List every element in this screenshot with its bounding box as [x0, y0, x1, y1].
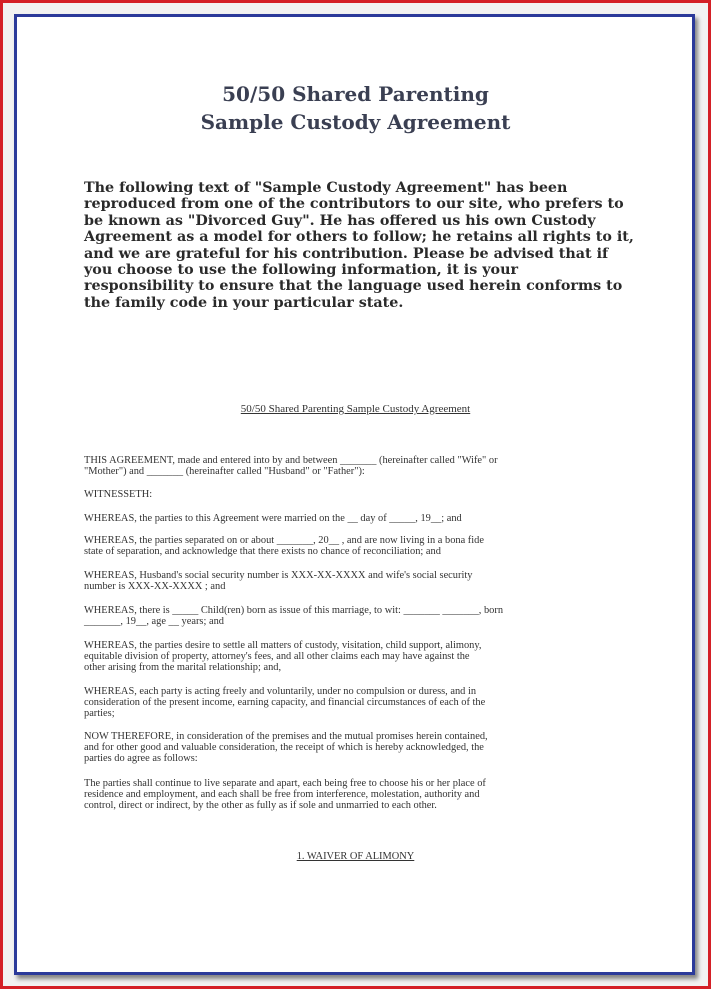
agreement-paragraph [84, 778, 624, 812]
agreement-title: 50/50 Shared Parenting Sample Custody Agreement [240, 403, 471, 415]
paragraph-line: other arising from the marital relationship; and, [84, 662, 282, 674]
title-line-2: Sample Custody Agreement [200, 110, 511, 134]
paragraph-line: equitable division of property, attorney's fees, and all other claims each may have against the [84, 651, 470, 663]
section-heading: 1. WAIVER OF ALIMONY [296, 851, 415, 862]
intro-line: reproduced from one of the contributors to our site, who prefers to [84, 196, 624, 213]
paragraph-line: WHEREAS, each party is acting freely and voluntarily, under no compulsion or duress, and in [84, 686, 477, 697]
agreement-paragraph [84, 605, 624, 627]
intro-line: be known as "Divorced Guy". He has offered us his own Custody [84, 212, 596, 229]
agreement-paragraph [84, 570, 624, 592]
paragraph-line: WHEREAS, there is _____ Child(ren) born as issue of this marriage, to wit: _______ _______, born [84, 605, 504, 616]
intro-line: the family code in your particular state. [84, 294, 404, 311]
paragraph-line: THIS AGREEMENT, made and entered into by and between _______ (hereinafter called "Wife" or [84, 455, 498, 466]
paragraph-line: residence and employment, and each shall be free from interference, molestation, authority and [84, 789, 480, 801]
agreement-paragraph [84, 640, 624, 674]
agreement-paragraph [84, 535, 624, 557]
intro-line: you choose to use the following information, it is your [84, 262, 519, 279]
paragraph-line: state of separation, and acknowledge that there exists no chance of reconciliation; and [84, 546, 441, 558]
paragraph-line: WHEREAS, the parties desire to settle all matters of custody, visitation, child support, alimony, [84, 640, 482, 651]
paragraph-line: WHEREAS, the parties separated on or about _______, 20__ , and are now living in a bona fide [84, 535, 484, 546]
paragraph-line: parties do agree as follows: [84, 753, 198, 765]
paragraph-line: WHEREAS, the parties to this Agreement were married on the __ day of _____, 19__; and [84, 513, 462, 524]
intro-line: The following text of "Sample Custody Agreement" has been [84, 180, 568, 196]
intro-line: Agreement as a model for others to follow; he retains all rights to it, [84, 229, 634, 246]
paragraph-line: WITNESSETH: [84, 489, 153, 500]
paragraph-line: WHEREAS, Husband's social security number is XXX-XX-XXXX and wife's social security [84, 570, 473, 581]
paragraph-line: "Mother") and _______ (hereinafter called "Husband" or "Father"): [84, 466, 365, 478]
paragraph-line: number is XXX-XX-XXXX ; and [84, 581, 226, 593]
agreement-paragraph [84, 686, 624, 720]
paragraph-line: consideration of the present income, earning capacity, and financial circumstances of each of the [84, 697, 486, 709]
intro-line: responsibility to ensure that the language used herein conforms to [84, 278, 623, 295]
paragraph-line: The parties shall continue to live separate and apart, each being free to choose his or her place of [84, 778, 486, 789]
agreement-paragraph [84, 455, 624, 477]
page-title [0, 80, 711, 136]
agreement-paragraph [84, 731, 624, 765]
agreement-paragraph [84, 489, 624, 500]
intro-text [84, 180, 634, 311]
paragraph-line: control, direct or indirect, by the other as fully as if sole and unmarried to each other. [84, 800, 437, 812]
intro-line: and we are grateful for his contribution. Please be advised that if [84, 245, 609, 262]
paragraph-line: NOW THEREFORE, in consideration of the premises and the mutual promises herein contained, [84, 731, 488, 742]
paragraph-line: _______, 19__, age __ years; and [84, 616, 224, 628]
paragraph-line: parties; [84, 708, 115, 720]
agreement-paragraph [84, 513, 624, 524]
title-line-1: 50/50 Shared Parenting [222, 82, 489, 106]
paragraph-line: and for other good and valuable consideration, the receipt of which is hereby acknowledged, the [84, 742, 484, 754]
